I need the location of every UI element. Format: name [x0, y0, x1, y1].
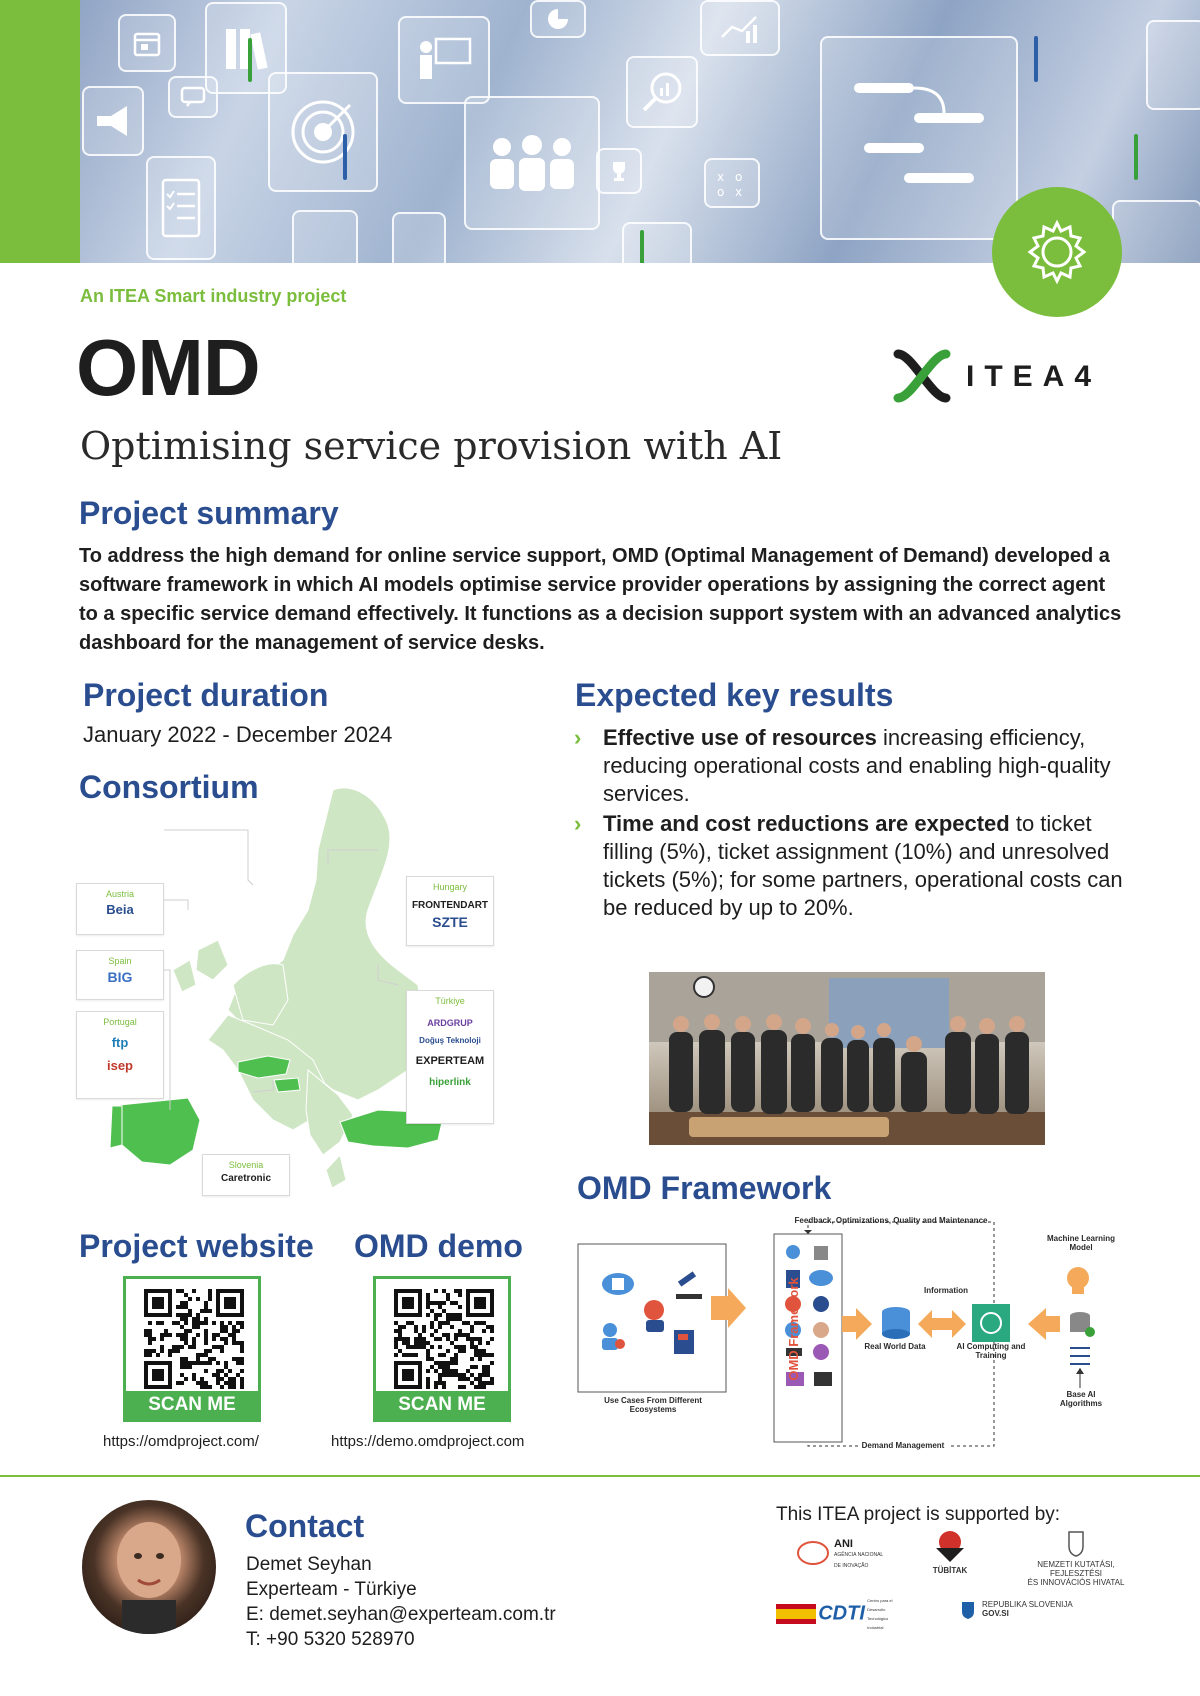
- itea-logo: [892, 348, 1132, 408]
- website-url-link[interactable]: https://omdproject.com/: [103, 1433, 259, 1450]
- framework-heading: OMD Framework: [577, 1170, 832, 1206]
- partner-box-austria: [76, 883, 164, 935]
- demo-qr-card[interactable]: [373, 1276, 511, 1422]
- itea-mark-icon: [892, 348, 952, 404]
- spain-flag-icon: [776, 1604, 816, 1624]
- contact-email[interactable]: E: demet.seyhan@experteam.com.tr: [246, 1604, 556, 1625]
- website-heading: Project website: [79, 1228, 314, 1264]
- website-scan-label: SCAN ME: [126, 1391, 258, 1419]
- base-algorithms-label: Base AI Algorithms: [1059, 1390, 1103, 1408]
- funder-tubitak-name: TÜBİTAK: [932, 1566, 968, 1575]
- funder-cdti-name: CDTI: [818, 1602, 865, 1625]
- svg-text:x: x: [717, 170, 725, 184]
- banner-green-strip: [0, 0, 80, 263]
- europe-map: [78, 770, 498, 1210]
- partner-logo-experteam: EXPERTEAM: [415, 1055, 485, 1067]
- footer-divider: [0, 1475, 1200, 1477]
- chevron-right-icon: ›: [574, 725, 582, 750]
- information-label: Information: [924, 1286, 968, 1295]
- target-icon: [268, 72, 378, 192]
- book-icon: [674, 1330, 694, 1354]
- partner-country: Austria: [105, 889, 134, 899]
- analytics-icon: [626, 56, 698, 128]
- partner-box-hungary: [406, 876, 494, 946]
- partner-logo-dogus: Doğuş Teknoloji: [419, 1036, 481, 1045]
- result-item-text: increasing efficiency, reducing operational costs and enabling high-quality services.: [603, 725, 1111, 806]
- partner-box-slovenia: [202, 1154, 290, 1196]
- partner-country: Spain: [108, 956, 132, 966]
- person-icon: [1146, 20, 1200, 110]
- pie-icon: [530, 0, 586, 38]
- result-item-bold: Time and cost reductions are expected: [603, 811, 1010, 836]
- database-icon: [882, 1307, 910, 1339]
- partner-box-turkiye: [406, 990, 494, 1124]
- supported-by-label: This ITEA project is supported by:: [776, 1504, 1061, 1525]
- feedback-label: Feedback, Optimizations, Quality and Maintenance: [794, 1216, 988, 1225]
- partner-logo-szte: SZTE: [432, 914, 468, 930]
- svg-text:x: x: [735, 185, 743, 198]
- presentation-icon: [398, 16, 490, 104]
- contact-name: Demet Seyhan: [246, 1554, 372, 1575]
- ai-brain-icon: [972, 1304, 1010, 1342]
- cloud-icon: [602, 1273, 634, 1295]
- demo-url-link[interactable]: https://demo.omdproject.com: [331, 1433, 525, 1450]
- itea-logo-text: ITEA4: [966, 360, 1102, 393]
- duration-text: January 2022 - December 2024: [83, 722, 393, 747]
- chat-icon: [168, 76, 218, 118]
- website-qr-code[interactable]: [144, 1289, 244, 1389]
- contact-heading: Contact: [245, 1508, 365, 1544]
- chart-icon: [700, 0, 780, 56]
- demand-management-label: Demand Management: [858, 1441, 948, 1450]
- partner-country: Slovenia: [228, 1160, 264, 1170]
- megaphone-icon: [82, 86, 144, 156]
- funder-ani-sub: AGÊNCIA NACIONAL DE INOVAÇÃO: [834, 1552, 883, 1569]
- project-subtitle: Optimising service provision with AI: [80, 424, 783, 468]
- funder-slovenia: [960, 1600, 1110, 1620]
- results-heading: Expected key results: [575, 677, 894, 713]
- ml-model-label: Machine Learning Model: [1046, 1234, 1115, 1252]
- summary-text: To address the high demand for online service support, OMD (Optimal Management of Demand) developed a software framework in which AI models optimise service provider operations by assigning the correct agent to a specific service demand effectively. It functions as a decision support system with an advanced analytics dashboard for the management of service desks.: [79, 545, 1122, 654]
- partner-country: Portugal: [103, 1017, 137, 1027]
- partner-logo-hiperlink: hiperlink: [429, 1077, 471, 1088]
- funder-slovenia-line2: GOV.SI: [982, 1609, 1009, 1618]
- funder-nkfih-line2: ÉS INNOVÁCIÓS HIVATAL: [1027, 1578, 1125, 1587]
- trophy-icon: [596, 148, 642, 194]
- funder-slovenia-line1: REPUBLIKA SLOVENIJA: [982, 1600, 1073, 1609]
- partner-logo-big: BIG: [107, 969, 133, 985]
- svg-text:o: o: [717, 185, 725, 198]
- workflow-diagram-icon: [820, 36, 1018, 240]
- team-icon: [464, 96, 600, 230]
- checklist-icon: [146, 156, 216, 260]
- real-world-data-label: Real World Data: [864, 1342, 926, 1351]
- calendar-icon: [118, 14, 176, 72]
- ai-computing-label: AI Computing and Training: [956, 1342, 1026, 1360]
- funder-nkfih-line1: NEMZETI KUTATÁSI, FEJLESZTÉSI: [1037, 1560, 1115, 1578]
- result-item-bold: Effective use of resources: [603, 725, 877, 750]
- funder-cdti-sub: Centro para el Desarrollo Tecnológico Industrial: [867, 1598, 893, 1630]
- flag-icon: [392, 212, 446, 263]
- currency-icon: [292, 210, 358, 263]
- framework-diagram: [576, 1218, 1136, 1453]
- ml-model-icon: [1067, 1267, 1089, 1294]
- funder-ani: [796, 1540, 886, 1571]
- funder-nkfih: [1016, 1528, 1136, 1587]
- partner-box-spain: [76, 950, 164, 1000]
- contact-avatar: [82, 1500, 216, 1634]
- team-photo: [649, 972, 1045, 1145]
- funder-ani-name: ANI: [834, 1538, 853, 1550]
- agent-icon: [644, 1300, 664, 1332]
- duration-heading: Project duration: [83, 677, 329, 713]
- contact-org: Experteam - Türkiye: [246, 1579, 417, 1600]
- algorithms-icon: [1070, 1348, 1090, 1364]
- partner-box-portugal: [76, 1011, 164, 1099]
- funder-tubitak: [920, 1528, 980, 1575]
- demo-heading: OMD demo: [354, 1228, 523, 1264]
- partner-logo-isep: isep: [106, 1058, 133, 1073]
- summary-heading: Project summary: [79, 495, 339, 531]
- partner-logo-caretronic: Caretronic: [220, 1173, 271, 1184]
- approval-icon: [622, 222, 692, 263]
- result-item-text: to ticket filling (5%), ticket assignment (10%) and unresolved tickets (5%); for some partners, operational costs can be reduced by up to 20%.: [603, 811, 1123, 920]
- consortium-heading: Consortium: [79, 769, 259, 805]
- contact-phone[interactable]: T: +90 5320 528970: [246, 1629, 415, 1650]
- funder-cdti: [776, 1596, 906, 1632]
- partner-country: Türkiye: [435, 996, 465, 1006]
- algorithm-db-icon: [1070, 1312, 1095, 1337]
- use-cases-label: Use Cases From Different Ecosystems: [604, 1396, 702, 1414]
- project-tagline: An ITEA Smart industry project: [80, 286, 347, 306]
- gear-icon: [1022, 217, 1092, 287]
- svg-text:o: o: [735, 170, 743, 184]
- result-item: [574, 810, 1134, 922]
- flowchart-icon: [1112, 200, 1200, 263]
- partner-logo-ardgrup: ARDGRUP: [427, 1018, 473, 1028]
- framework-vertical-label: OMD Framework: [786, 1277, 801, 1381]
- demo-qr-code[interactable]: [394, 1289, 494, 1389]
- partner-logo-frontendart: FRONTENDART: [411, 900, 489, 911]
- strategy-icon: [704, 158, 760, 208]
- website-qr-card[interactable]: [123, 1276, 261, 1422]
- demo-scan-label: SCAN ME: [376, 1391, 508, 1419]
- project-acronym: OMD: [76, 323, 260, 412]
- chevron-right-icon: ›: [574, 811, 582, 836]
- results-list: [574, 724, 1134, 924]
- gear-badge: [992, 187, 1122, 317]
- partner-country: Hungary: [432, 882, 468, 892]
- partner-logo-ftp: ftp: [111, 1035, 129, 1050]
- result-item: [574, 724, 1134, 808]
- partner-logo-beia: Beia: [106, 902, 134, 917]
